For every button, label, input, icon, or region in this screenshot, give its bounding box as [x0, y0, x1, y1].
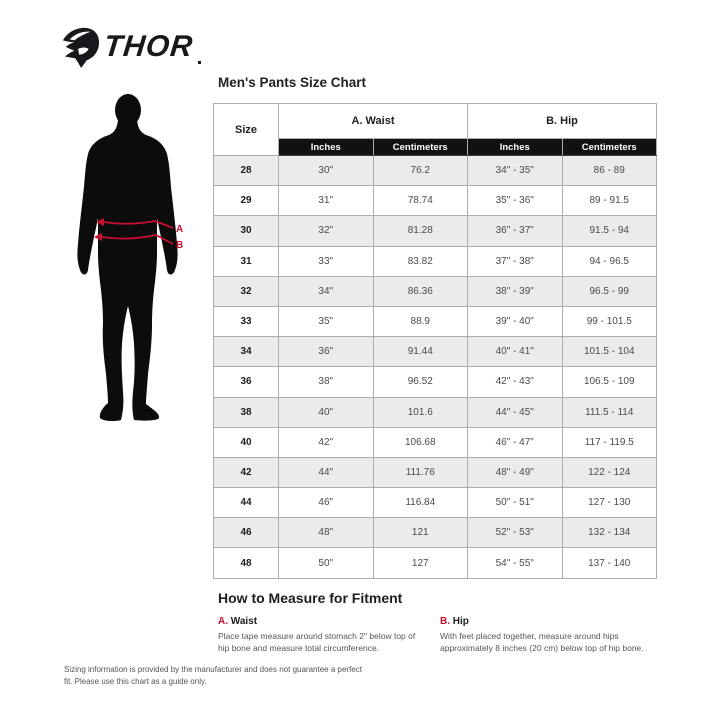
waist-centimeters-cell: 83.82 [373, 246, 468, 276]
size-column-header: Size [214, 104, 279, 156]
hip-inches-cell: 48" - 49" [468, 457, 563, 487]
hip-centimeters-cell: 132 - 134 [562, 518, 657, 548]
hip-inches-cell: 38" - 39" [468, 276, 563, 306]
size-cell: 34 [214, 337, 279, 367]
hip-instruction-title: B. Hip [440, 616, 469, 627]
hip-group-header: B. Hip [468, 104, 657, 139]
waist-inches-cell: 42" [279, 427, 374, 457]
waist-centimeters-cell: 78.74 [373, 186, 468, 216]
waist-inches-cell: 36" [279, 337, 374, 367]
waist-label-a: A [176, 224, 184, 235]
hip-inches-cell: 54" - 55" [468, 548, 563, 578]
size-cell: 36 [214, 367, 279, 397]
table-row [214, 306, 657, 336]
waist-group-header: A. Waist [279, 104, 468, 139]
brand-logo-trademark-dot [198, 61, 201, 64]
size-table [213, 103, 657, 579]
size-cell: 42 [214, 457, 279, 487]
table-row [214, 337, 657, 367]
waist-letter: A. [218, 616, 228, 627]
table-row [214, 216, 657, 246]
hip-centimeters-header: Centimeters [562, 139, 657, 156]
hip-centimeters-cell: 89 - 91.5 [562, 186, 657, 216]
measurement-figure [60, 92, 200, 424]
hip-centimeters-cell: 101.5 - 104 [562, 337, 657, 367]
waist-instruction-title: A. Waist [218, 616, 258, 627]
waist-centimeters-cell: 106.68 [373, 427, 468, 457]
waist-centimeters-header: Centimeters [373, 139, 468, 156]
table-row [214, 457, 657, 487]
table-row [214, 156, 657, 186]
waist-inches-cell: 40" [279, 397, 374, 427]
hip-centimeters-cell: 122 - 124 [562, 457, 657, 487]
brand-logo-text: THOR [102, 30, 195, 63]
waist-centimeters-cell: 111.76 [373, 457, 468, 487]
hip-centimeters-cell: 127 - 130 [562, 488, 657, 518]
waist-instruction-text: Place tape measure around stomach 2" below top of hip bone and measure total circumference. [218, 631, 416, 653]
table-row [214, 276, 657, 306]
hip-inches-cell: 42" - 43" [468, 367, 563, 397]
waist-centimeters-cell: 116.84 [373, 488, 468, 518]
waist-inches-cell: 33" [279, 246, 374, 276]
size-cell: 30 [214, 216, 279, 246]
waist-inches-cell: 38" [279, 367, 374, 397]
waist-inches-cell: 50" [279, 548, 374, 578]
hip-inches-cell: 36" - 37" [468, 216, 563, 246]
hip-inches-cell: 44" - 45" [468, 397, 563, 427]
size-cell: 28 [214, 156, 279, 186]
waist-inches-cell: 31" [279, 186, 374, 216]
male-silhouette-icon [60, 92, 200, 424]
table-row [214, 367, 657, 397]
hip-inches-cell: 52" - 53" [468, 518, 563, 548]
hip-inches-cell: 40" - 41" [468, 337, 563, 367]
thor-helmet-icon [62, 26, 100, 68]
waist-inches-cell: 32" [279, 216, 374, 246]
hip-inches-cell: 35" - 36" [468, 186, 563, 216]
brand-logo [62, 26, 193, 68]
hip-centimeters-cell: 91.5 - 94 [562, 216, 657, 246]
table-row [214, 548, 657, 578]
page-title: Men's Pants Size Chart [218, 75, 366, 90]
size-cell: 33 [214, 306, 279, 336]
size-cell: 38 [214, 397, 279, 427]
how-to-measure-heading: How to Measure for Fitment [218, 590, 403, 606]
hip-inches-cell: 46" - 47" [468, 427, 563, 457]
waist-centimeters-cell: 101.6 [373, 397, 468, 427]
size-cell: 48 [214, 548, 279, 578]
hip-centimeters-cell: 137 - 140 [562, 548, 657, 578]
waist-centimeters-cell: 88.9 [373, 306, 468, 336]
hip-inches-cell: 50" - 51" [468, 488, 563, 518]
hip-inches-header: Inches [468, 139, 563, 156]
size-cell: 31 [214, 246, 279, 276]
waist-centimeters-cell: 91.44 [373, 337, 468, 367]
hip-centimeters-cell: 99 - 101.5 [562, 306, 657, 336]
waist-measure-instructions [218, 615, 423, 655]
size-cell: 44 [214, 488, 279, 518]
table-row [214, 246, 657, 276]
table-row [214, 488, 657, 518]
hip-letter: B. [440, 616, 450, 627]
hip-centimeters-cell: 96.5 - 99 [562, 276, 657, 306]
hip-centimeters-cell: 86 - 89 [562, 156, 657, 186]
size-cell: 40 [214, 427, 279, 457]
waist-inches-header: Inches [279, 139, 374, 156]
hip-instruction-text: With feet placed together, measure around hips approximately 8 inches (20 cm) below top of hip bone. [440, 631, 644, 653]
waist-centimeters-cell: 96.52 [373, 367, 468, 397]
size-cell: 46 [214, 518, 279, 548]
hip-inches-cell: 34" - 35" [468, 156, 563, 186]
table-row [214, 427, 657, 457]
waist-centimeters-cell: 121 [373, 518, 468, 548]
size-cell: 29 [214, 186, 279, 216]
size-cell: 32 [214, 276, 279, 306]
waist-inches-cell: 30" [279, 156, 374, 186]
hip-centimeters-cell: 106.5 - 109 [562, 367, 657, 397]
table-row [214, 397, 657, 427]
hip-inches-cell: 37" - 38" [468, 246, 563, 276]
waist-centimeters-cell: 127 [373, 548, 468, 578]
hip-inches-cell: 39" - 40" [468, 306, 563, 336]
waist-centimeters-cell: 76.2 [373, 156, 468, 186]
hip-centimeters-cell: 111.5 - 114 [562, 397, 657, 427]
waist-inches-cell: 44" [279, 457, 374, 487]
waist-inches-cell: 35" [279, 306, 374, 336]
hip-centimeters-cell: 117 - 119.5 [562, 427, 657, 457]
waist-centimeters-cell: 81.28 [373, 216, 468, 246]
waist-centimeters-cell: 86.36 [373, 276, 468, 306]
waist-inches-cell: 48" [279, 518, 374, 548]
hip-centimeters-cell: 94 - 96.5 [562, 246, 657, 276]
hip-measure-instructions [440, 615, 658, 655]
waist-inches-cell: 46" [279, 488, 374, 518]
sizing-disclaimer: Sizing information is provided by the manufacturer and does not guarantee a perfect fit. Please use this chart as a guide only. [64, 665, 362, 686]
table-row [214, 518, 657, 548]
table-row [214, 186, 657, 216]
waist-inches-cell: 34" [279, 276, 374, 306]
hip-label-b: B [176, 240, 184, 251]
